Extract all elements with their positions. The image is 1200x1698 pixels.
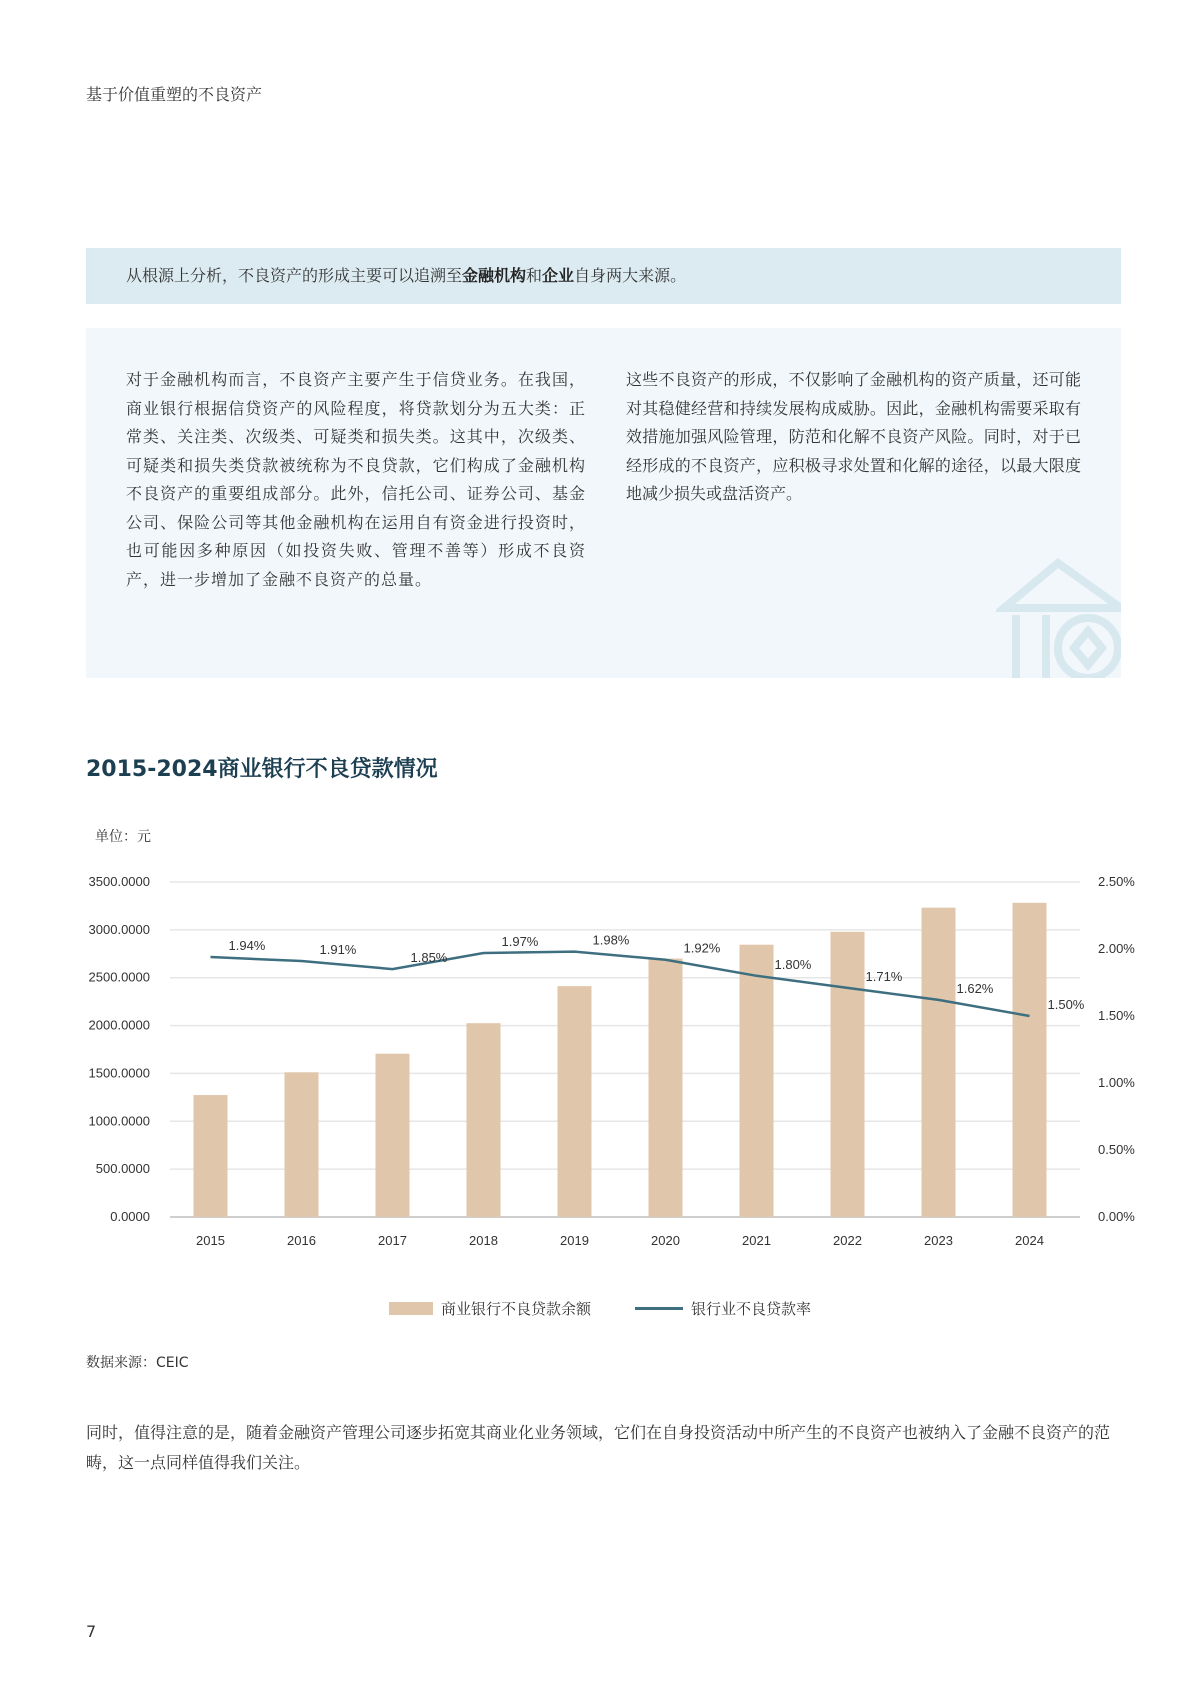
bar (1013, 903, 1047, 1217)
bar (922, 908, 956, 1217)
data-label: 1.97% (501, 934, 539, 950)
unit-label: 单位：元 (95, 829, 151, 845)
bar (285, 1072, 319, 1217)
data-label: 1.91% (319, 942, 357, 958)
data-label: 1.85% (410, 950, 448, 966)
text-column-left: 对于金融机构而言，不良资产主要产生于信贷业务。在我国，商业银行根据信贷资产的风险程度，将贷款划分为五大类：正常类、关注类、次级类、可疑类和损失类。这其中，次级类、可疑类和损失类贷款被统称为不良贷款，它们构成了金融机构不良资产的重要组成部分。此外，信托公司、证券公司、基金公司、保险公司等其他金融机构在运用自有资金进行投资时，也可能因多种原因（如投资失败、管理不善等）形成不良资产，进一步增加了金融不良资产的总量。 (126, 370, 586, 589)
y-tick-label: 2000.0000 (88, 1017, 150, 1033)
y-tick-label: 500.0000 (95, 1161, 150, 1177)
callout-bold-financial-institutions: 金融机构 (462, 266, 527, 285)
x-tick-label: 2021 (742, 1233, 771, 1248)
bank-icon (996, 553, 1121, 678)
x-tick-label: 2020 (651, 1233, 680, 1248)
legend-label: 银行业不良贷款率 (691, 1300, 812, 1318)
text-column-right: 这些不良资产的形成，不仅影响了金融机构的资产质量，还可能对其稳健经营和持续发展构成威胁。因此，金融机构需要采取有效措施加强风险管理，防范和化解不良资产风险。同时，对于已经形成的不良资产，应积极寻求处置和化解的途径，以最大限度地减少损失或盘活资产。 (626, 370, 1081, 503)
y-tick-label: 3000.0000 (88, 921, 150, 937)
data-label: 1.80% (774, 956, 812, 972)
bar (649, 959, 683, 1217)
data-label: 1.71% (865, 968, 903, 984)
bar (376, 1054, 410, 1217)
callout-bold-enterprises: 企业 (542, 266, 575, 285)
x-tick-label: 2018 (469, 1233, 498, 1248)
y2-tick-label: 0.50% (1098, 1142, 1135, 1157)
legend-swatch-bar (389, 1302, 433, 1315)
page-number: 7 (86, 1622, 97, 1641)
legend-item-bar (389, 1298, 591, 1319)
callout-text: 和 (526, 266, 543, 285)
data-label: 1.50% (1047, 997, 1085, 1012)
running-header: 基于价值重塑的不良资产 (86, 85, 263, 104)
y2-tick-label: 1.00% (1098, 1075, 1135, 1090)
y-tick-label: 0.0000 (110, 1209, 150, 1224)
y-tick-label: 3500.0000 (88, 874, 150, 889)
callout-text: 从根源上分析，不良资产的形成主要可以追溯至 (126, 266, 463, 285)
chart-legend (0, 1298, 1200, 1319)
data-label: 1.98% (592, 932, 630, 948)
callout-banner (86, 248, 1121, 304)
legend-swatch-line (635, 1307, 683, 1310)
y2-tick-label: 0.00% (1098, 1209, 1135, 1224)
x-tick-label: 2016 (287, 1233, 316, 1248)
y2-tick-label: 2.00% (1098, 941, 1135, 956)
body-paragraph: 同时，值得注意的是，随着金融资产管理公司逐步拓宽其商业化业务领域，它们在自身投资活动中所产生的不良资产也被纳入了金融不良资产的范畴，这一点同样值得我们关注。 (86, 1423, 1111, 1472)
x-tick-label: 2024 (1015, 1233, 1044, 1248)
x-tick-label: 2019 (560, 1233, 589, 1248)
y-tick-label: 2500.0000 (88, 969, 150, 985)
bar (467, 1023, 501, 1217)
combo-chart (80, 860, 1140, 1280)
bar (740, 945, 774, 1217)
y2-tick-label: 1.50% (1098, 1008, 1135, 1023)
chart-title: 2015-2024商业银行不良贷款情况 (86, 757, 438, 782)
legend-item-line (635, 1298, 811, 1319)
x-tick-label: 2023 (924, 1233, 953, 1248)
data-label: 1.92% (683, 940, 721, 956)
y-tick-label: 1000.0000 (88, 1113, 150, 1129)
callout-text: 自身两大来源。 (574, 266, 687, 285)
x-tick-label: 2015 (196, 1233, 225, 1248)
y2-tick-label: 2.50% (1098, 874, 1135, 889)
x-tick-label: 2022 (833, 1233, 862, 1248)
data-label: 1.94% (228, 938, 266, 954)
rate-line (211, 952, 1030, 1016)
x-tick-label: 2017 (378, 1233, 407, 1248)
bar (194, 1095, 228, 1217)
legend-label: 商业银行不良贷款余额 (440, 1300, 591, 1318)
data-source: 数据来源：CEIC (86, 1355, 189, 1371)
bar (558, 986, 592, 1217)
y-tick-label: 1500.0000 (88, 1065, 150, 1081)
data-label: 1.62% (956, 980, 994, 996)
text-box (86, 328, 1121, 678)
bar (831, 932, 865, 1217)
